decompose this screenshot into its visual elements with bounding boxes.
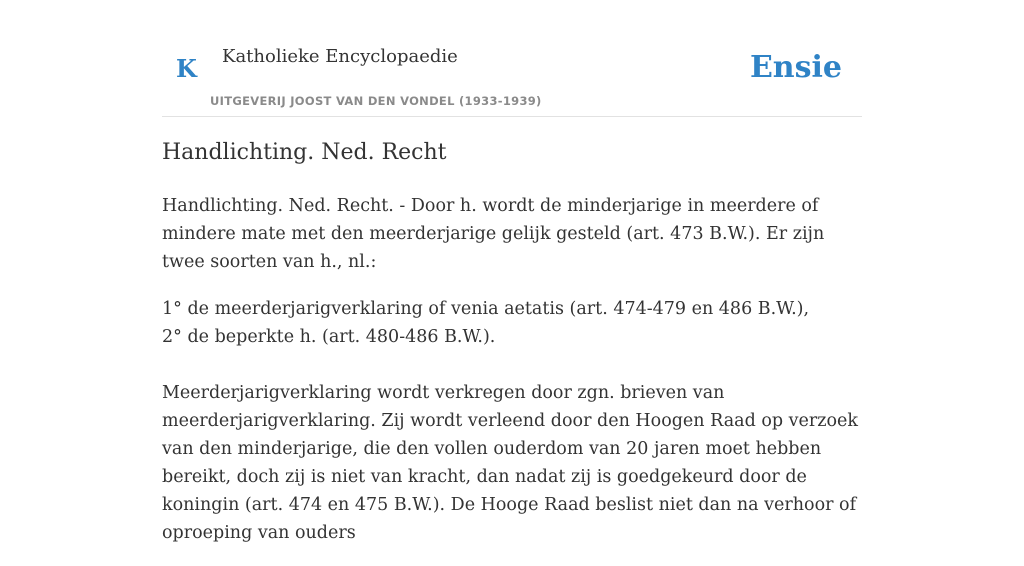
- publisher-label: UITGEVERIJ JOOST VAN DEN VONDEL (1933-1939): [210, 94, 542, 108]
- list-item: 2° de beperkte h. (art. 480-486 B.W.).: [162, 327, 496, 347]
- article-title: Handlichting. Ned. Recht: [162, 140, 447, 165]
- article-body: [162, 192, 862, 566]
- list-item: 1° de meerderjarigverklaring of venia aetatis (art. 474-479 en 486 B.W.),: [162, 299, 810, 319]
- encyclopedia-logo[interactable]: K: [176, 54, 197, 83]
- site-title[interactable]: Katholieke Encyclopaedie: [222, 46, 458, 67]
- ensie-brand-link[interactable]: Ensie: [749, 50, 842, 85]
- site-header: [162, 0, 862, 117]
- types-list: [162, 295, 862, 351]
- intro-paragraph: Handlichting. Ned. Recht. - Door h. wordt de minderjarige in meerdere of mindere mate met den meerderjarige gelijk gesteld (art. 473 B.W.). Er zijn twee soorten van h., nl.:: [162, 196, 825, 272]
- body-paragraph: Meerderjarigverklaring wordt verkregen door zgn. brieven van meerderjarigverklaring. Zij wordt verleend door den Hoogen Raad op verzoek van den minderjarige, die den vollen ouderdom van 20 jaren moet hebben bereikt, doch zij is niet van kracht, dan nadat zij is goedgekeurd door de koningin (art. 474 en 475 B.W.). De Hooge Raad beslist niet dan na verhoor of oproeping van ouders: [162, 383, 858, 543]
